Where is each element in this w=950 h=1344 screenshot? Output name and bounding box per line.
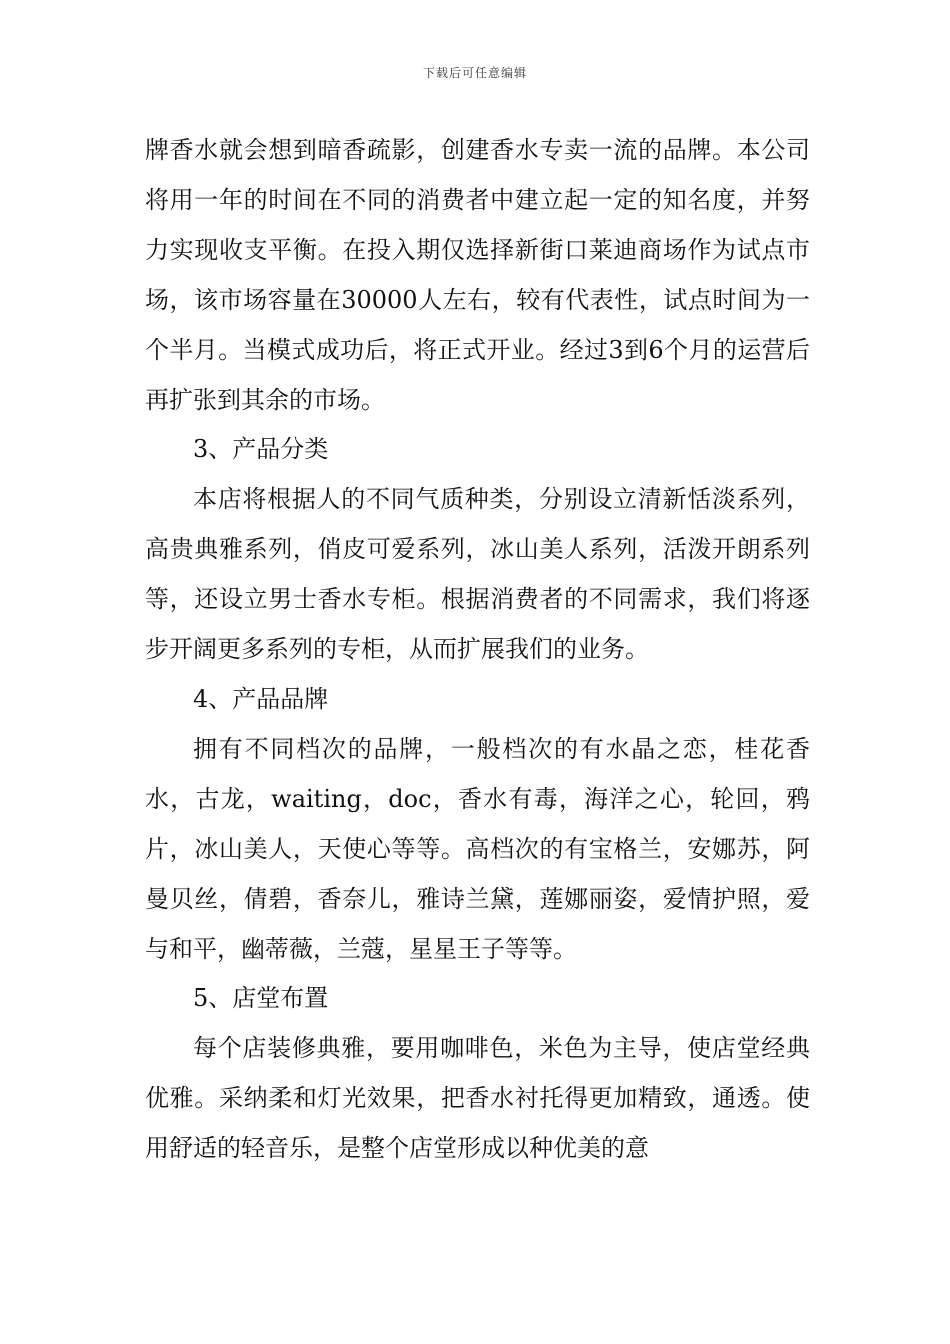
document-body <box>145 126 810 1174</box>
section-heading-store-layout: 5、店堂布置 <box>193 984 329 1013</box>
section-heading-product-categories: 3、产品分类 <box>193 435 329 464</box>
section-heading-product-brands: 4、产品品牌 <box>193 684 329 713</box>
page-header: 下载后可任意编辑 <box>422 66 527 80</box>
paragraph-store-layout: 每个店装修典雅，要用咖啡色，米色为主导，使店堂经典优雅。采纳柔和灯光效果，把香水衬托得更加精致，通透。使用舒适的轻音乐，是整个店堂形成以种优美的意 <box>145 1034 810 1163</box>
paragraph-intro: 牌香水就会想到暗香疏影，创建香水专卖一流的品牌。本公司将用一年的时间在不同的消费者中建立起一定的知名度，并努力实现收支平衡。在投入期仅选择新街口莱迪商场作为试点市场，该市场容量在30000人左右，较有代表性，试点时间为一个半月。当模式成功后，将正式开业。经过3到6个月的运营后再扩张到其余的市场。 <box>145 136 810 414</box>
paragraph-product-categories: 本店将根据人的不同气质种类，分别设立清新恬淡系列，高贵典雅系列，俏皮可爱系列，冰山美人系列，活泼开朗系列等，还设立男士香水专柜。根据消费者的不同需求，我们将逐步开阔更多系列的专柜，从而扩展我们的业务。 <box>145 485 810 664</box>
paragraph-product-brands: 拥有不同档次的品牌，一般档次的有水晶之恋，桂花香水，古龙，waiting，doc，香水有毒，海洋之心，轮回，鸦片，冰山美人，天使心等等。高档次的有宝格兰，安娜苏，阿曼贝丝，倩碧，香奈儿，雅诗兰黛，莲娜丽姿，爱情护照，爱与和平，幽蒂薇，兰蔻，星星王子等等。 <box>145 734 810 963</box>
